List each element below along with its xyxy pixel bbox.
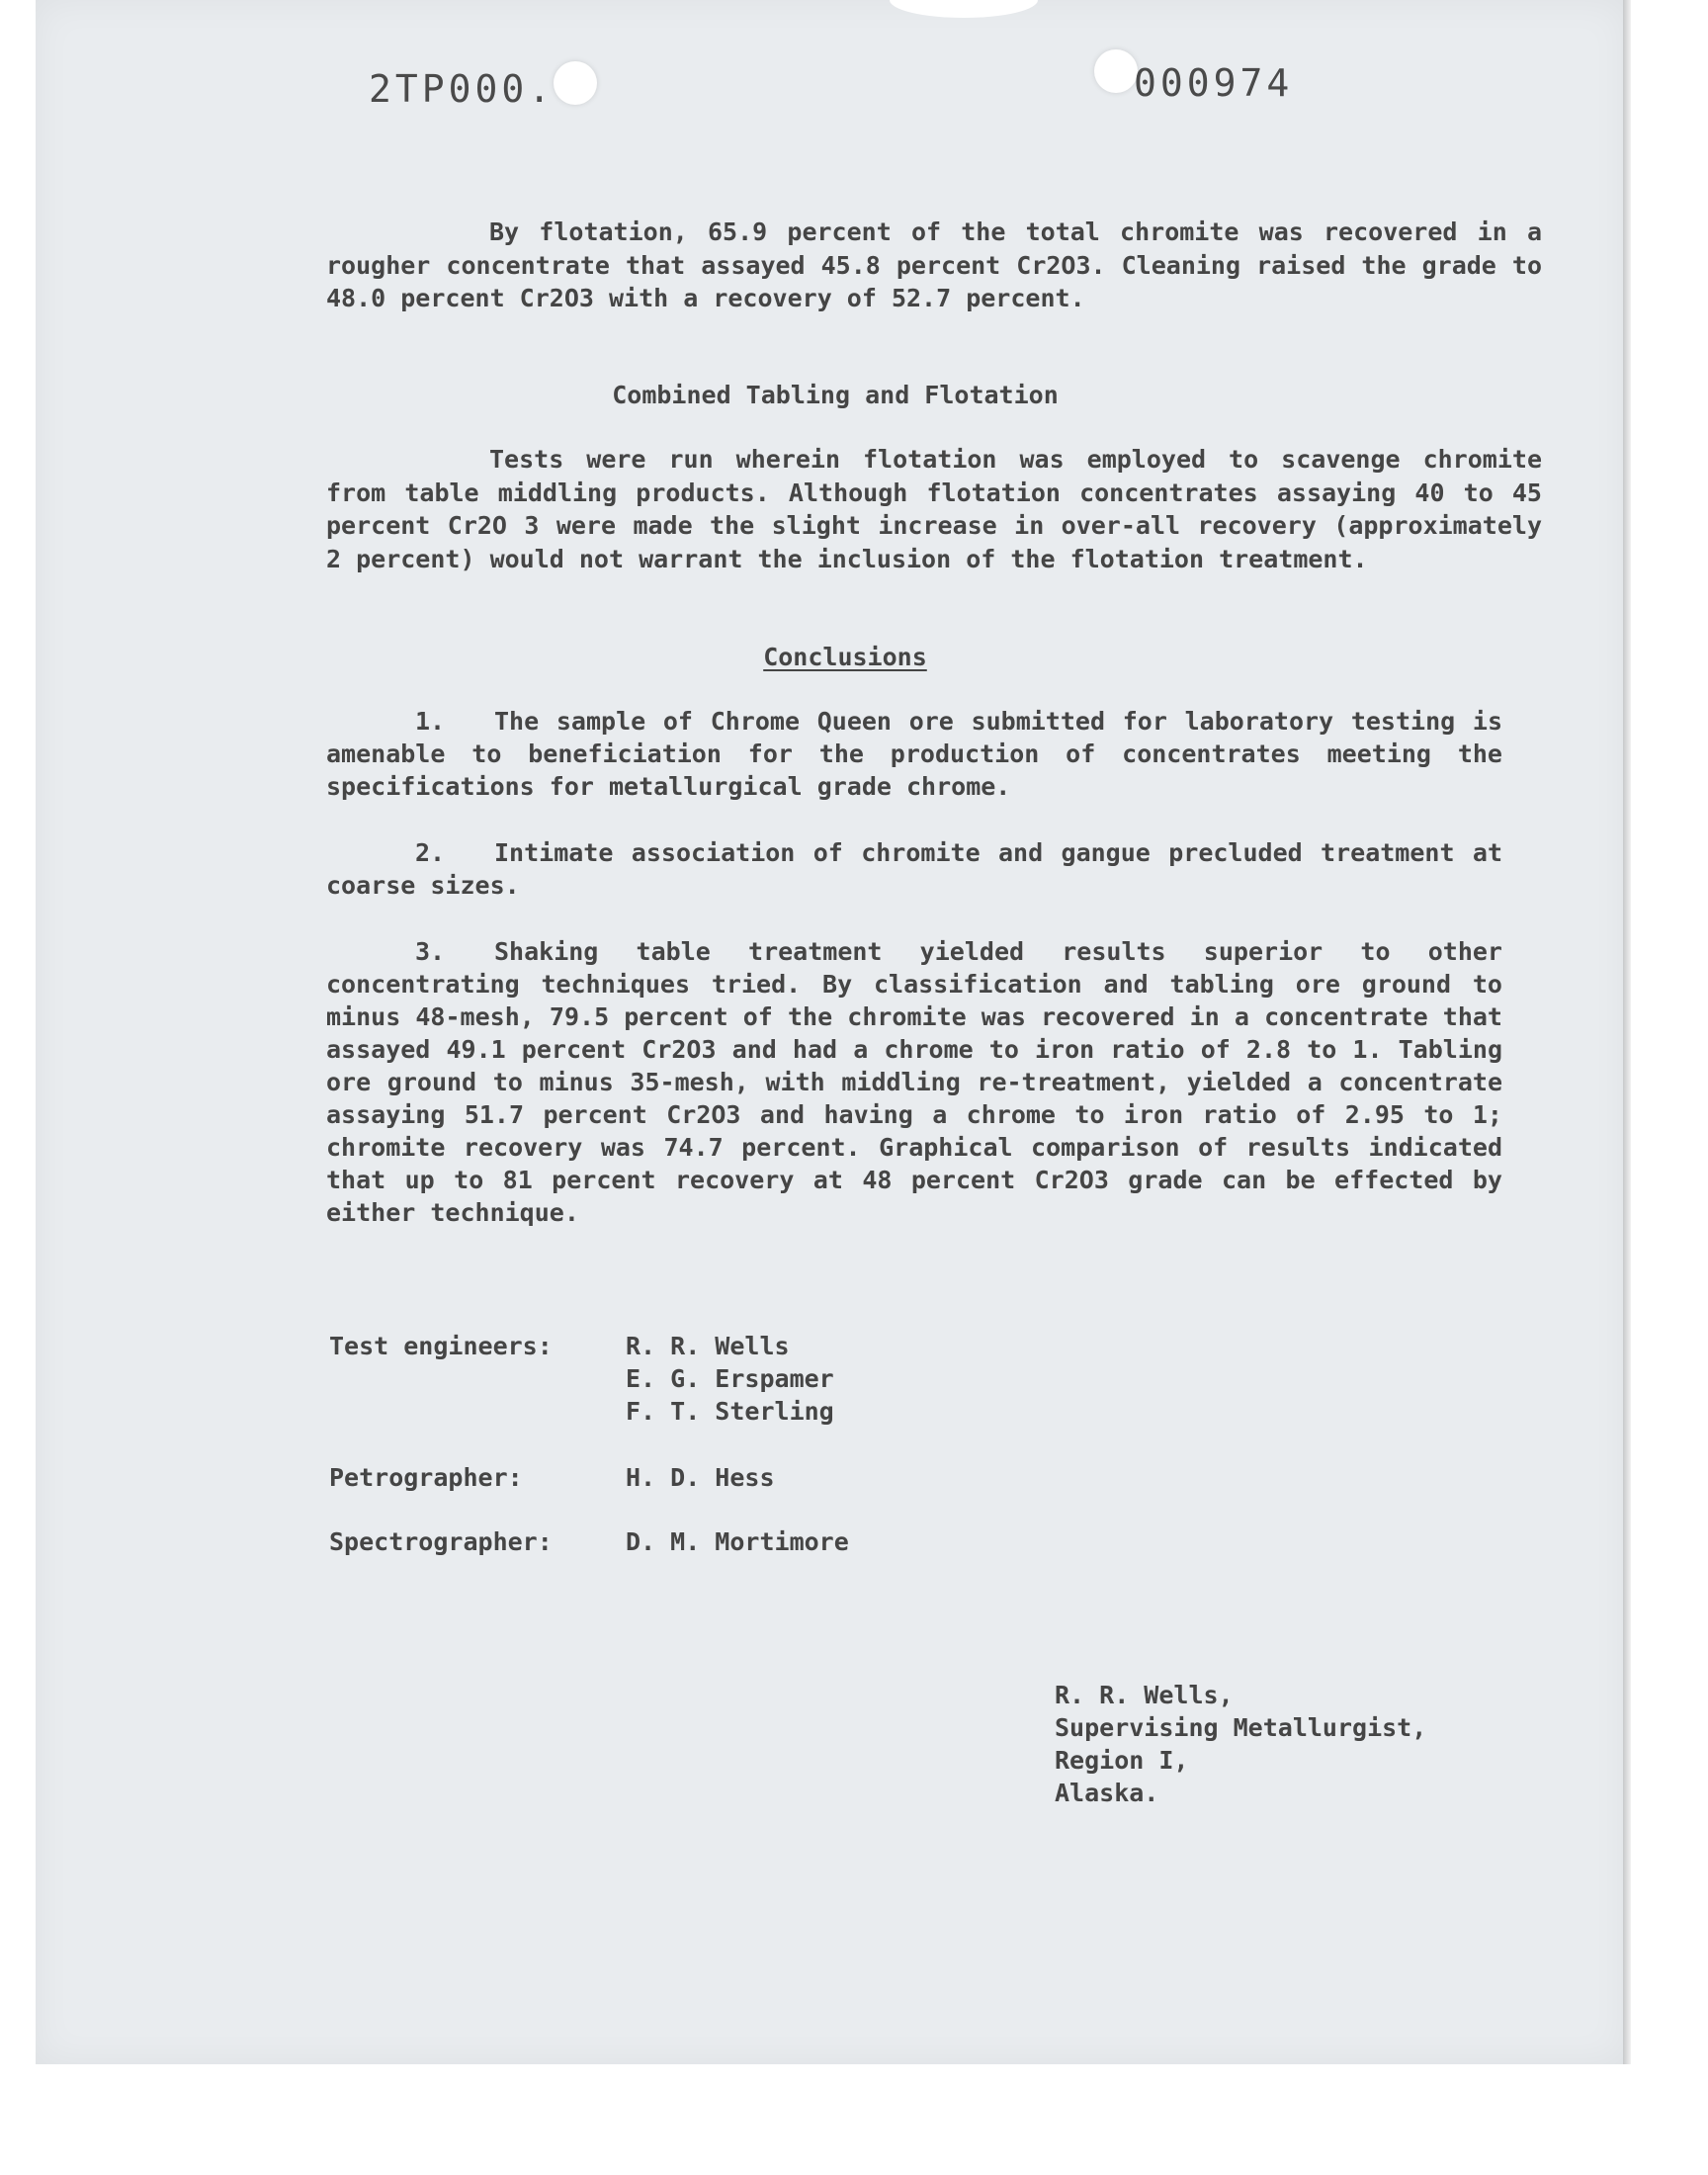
- test-engineer-name: F. T. Sterling: [626, 1397, 834, 1426]
- conclusion-text: Intimate association of chromite and gangue precluded treatment at coarse sizes.: [326, 838, 1502, 900]
- spectrographer-label: Spectrographer:: [329, 1527, 553, 1556]
- conclusion-number: 2.: [415, 838, 446, 867]
- serial-number-left: 2TP000.: [369, 67, 555, 111]
- conclusion-text: The sample of Chrome Queen ore submitted for laboratory testing is amenable to beneficiation for the production of concentrates meeting the specifications for metallurgical grade chrome.: [326, 707, 1502, 801]
- intro-paragraph-text: By flotation, 65.9 percent of the total chromite was recovered in a rougher concentrate that assayed 45.8 percent Cr2O3. Cleaning raised the grade to 48.0 percent Cr2O3 with a recovery of 52.7 percent.: [326, 218, 1542, 312]
- combined-paragraph: [326, 443, 1542, 575]
- conclusion-number: 1.: [415, 707, 446, 736]
- punch-hole-left: [554, 61, 597, 105]
- petrographer-label: Petrographer:: [329, 1463, 523, 1492]
- intro-paragraph: [326, 216, 1542, 315]
- conclusion-number: 3.: [415, 937, 446, 966]
- conclusion-item-2: [326, 836, 1502, 902]
- conclusion-item-1: [326, 705, 1502, 803]
- test-engineers-label: Test engineers:: [329, 1332, 553, 1360]
- punch-hole-right: [1094, 49, 1138, 93]
- signature-region: Region I,: [1055, 1746, 1189, 1775]
- serial-number-right: 000974: [1134, 61, 1294, 105]
- test-engineer-name: E. G. Erspamer: [626, 1364, 834, 1393]
- page-edge-shadow: [1623, 0, 1631, 2064]
- conclusions-heading: Conclusions: [763, 643, 927, 671]
- signature-block: [1055, 1679, 1426, 1809]
- signature-name: R. R. Wells,: [1055, 1681, 1234, 1709]
- combined-paragraph-text: Tests were run wherein flotation was employed to scavenge chromite from table middling products. Although flotation concentrates assaying 40 to 45 percent Cr2O 3 were made the slight increase in over-all recovery (approximately 2 percent) would not warrant the inclusion of the flotation treatment.: [326, 445, 1542, 573]
- spectrographer-name: D. M. Mortimore: [626, 1527, 849, 1556]
- conclusion-text: Shaking table treatment yielded results superior to other concentrating techniques tried. By classification and tabling ore ground to minus 48-mesh, 79.5 percent of the chromite was recovered in a concentrate that assayed 49.1 percent Cr2O3 and had a chrome to iron ratio of 2.8 to 1. Tabling ore ground to minus 35-mesh, with middling re-treatment, yielded a concentrate assaying 51.7 percent Cr2O3 and having a chrome to iron ratio of 2.95 to 1; chromite recovery was 74.7 percent. Graphical comparison of results indicated that up to 81 percent recovery at 48 percent Cr2O3 grade can be effected by either technique.: [326, 937, 1502, 1227]
- signature-location: Alaska.: [1055, 1779, 1159, 1807]
- test-engineer-name: R. R. Wells: [626, 1332, 790, 1360]
- section-heading-combined: Combined Tabling and Flotation: [612, 381, 1059, 409]
- petrographer-name: H. D. Hess: [626, 1463, 775, 1492]
- signature-title: Supervising Metallurgist,: [1055, 1713, 1427, 1742]
- test-engineers-list: [626, 1330, 834, 1428]
- conclusion-item-3: [326, 935, 1502, 1229]
